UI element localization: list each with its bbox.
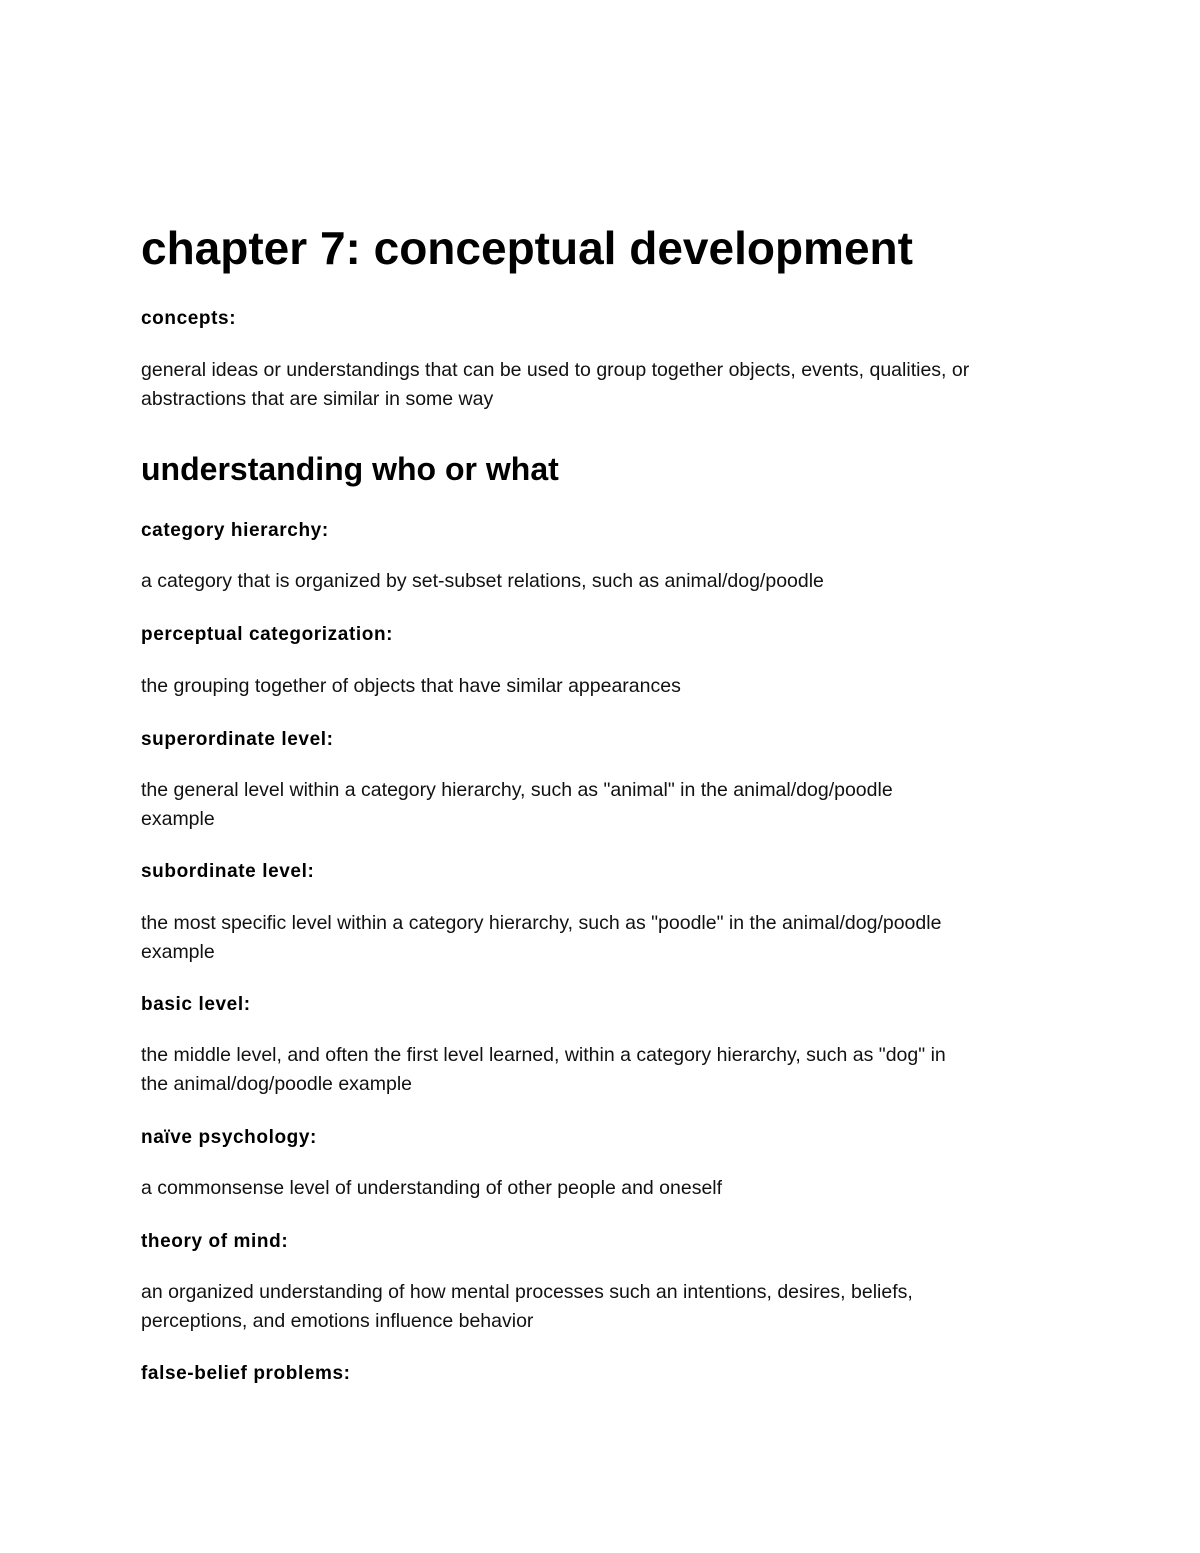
definition-line: example (141, 940, 215, 963)
definition-line: a category that is organized by set-subset relations, such as animal/dog/poodle (141, 570, 824, 592)
term-basic-level: basic level: (141, 994, 251, 1015)
definition-line: the middle level, and often the first level learned, within a category hierarchy, such as "dog" in (141, 1044, 946, 1066)
term-superordinate-level: superordinate level: (141, 729, 334, 750)
term-naive-psychology: naïve psychology: (141, 1127, 317, 1148)
section-heading: understanding who or what (141, 451, 559, 487)
definition-line: example (141, 807, 215, 830)
definition-basic-level (141, 1041, 946, 1098)
definition-line: the most specific level within a category hierarchy, such as "poodle" in the animal/dog/poodle (141, 912, 942, 934)
definition-category-hierarchy (141, 567, 824, 596)
term-theory-of-mind: theory of mind: (141, 1231, 289, 1252)
page-title: chapter 7: conceptual development (141, 222, 913, 274)
definition-line: the animal/dog/poodle example (141, 1072, 413, 1095)
definition-concepts (141, 356, 969, 413)
definition-subordinate-level (141, 909, 941, 966)
term-category-hierarchy: category hierarchy: (141, 520, 329, 541)
definition-line: a commonsense level of understanding of other people and oneself (141, 1177, 723, 1199)
term-subordinate-level: subordinate level: (141, 861, 315, 882)
definition-naive-psychology (141, 1174, 722, 1203)
definition-perceptual-categorization (141, 672, 681, 701)
definition-superordinate-level (141, 776, 893, 833)
definition-line: perceptions, and emotions influence behavior (141, 1309, 534, 1332)
term-false-belief-problems: false-belief problems: (141, 1363, 351, 1384)
definition-line: abstractions that are similar in some way (141, 387, 494, 410)
term-perceptual-categorization: perceptual categorization: (141, 624, 394, 645)
definition-line: the grouping together of objects that have similar appearances (141, 675, 681, 697)
definition-line: the general level within a category hierarchy, such as "animal" in the animal/dog/poodle (141, 779, 893, 801)
definition-line: an organized understanding of how mental processes such an intentions, desires, beliefs, (141, 1281, 913, 1303)
definition-theory-of-mind (141, 1278, 913, 1335)
term-concepts: concepts: (141, 308, 237, 329)
definition-line: general ideas or understandings that can be used to group together objects, events, qualities, or (141, 359, 970, 381)
